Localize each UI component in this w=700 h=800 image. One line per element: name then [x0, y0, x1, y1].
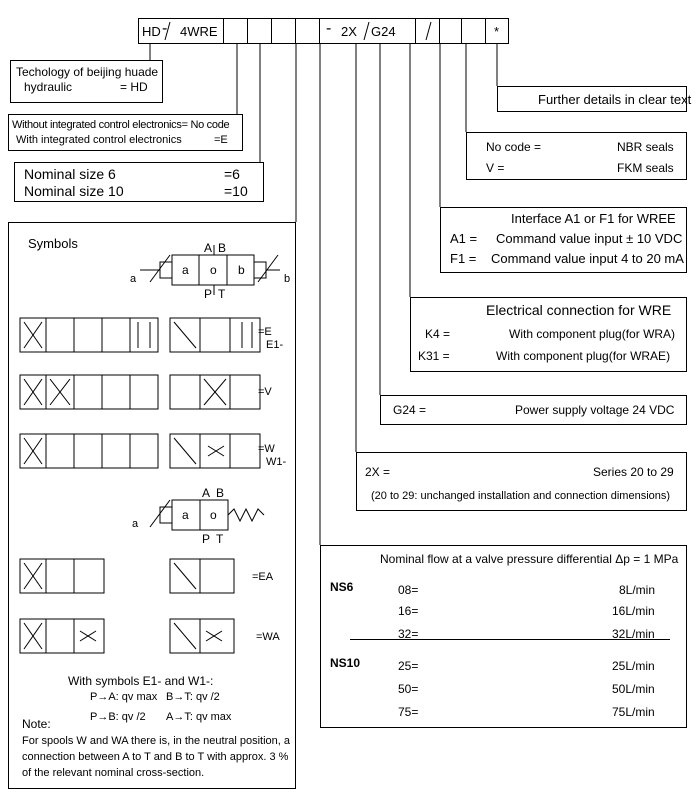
spool-label-e1: E1- — [266, 339, 284, 351]
manufacturer-line1: Techology of beijing huade — [16, 65, 159, 79]
seals-code-1: No code = — [486, 140, 542, 154]
spool-v-icon — [18, 373, 288, 413]
flow-value: 50L/min — [612, 682, 655, 696]
spool-label-e: =E — [258, 326, 272, 338]
spool-row-e — [18, 316, 288, 356]
spool-label-v: =V — [258, 386, 272, 398]
with-symbols-title: With symbols E1- and W1-: — [68, 674, 214, 688]
mid-port-b: B — [216, 486, 225, 500]
code-cell-voltage: G24 — [371, 24, 396, 39]
manufacturer-line2: hydraulic — [24, 80, 73, 94]
seals-code-2: V = — [486, 161, 505, 175]
electrical-title: Electrical connection for WRE — [486, 302, 672, 318]
symbols-title: Symbols — [28, 236, 78, 251]
spool-row-w — [18, 432, 288, 472]
flow-title: Nominal flow at a valve pressure differential Δp = 1 MPa — [380, 552, 679, 566]
mid-port-a: A — [202, 486, 211, 500]
cell-label-b: b — [238, 263, 245, 277]
flow-code: 32= — [398, 627, 419, 641]
spool-ea-icon — [18, 557, 288, 597]
code-separator-dash: ⁠- — [162, 20, 168, 37]
power-code: G24 = — [393, 403, 427, 417]
seals-desc-1: NBR seals — [617, 140, 674, 154]
port-label-a: A — [204, 241, 213, 255]
mid-port-p: P — [202, 532, 211, 546]
mid-cell-a: a — [182, 508, 189, 522]
series-box — [356, 452, 687, 511]
formula-2: B→T: qv /2 — [166, 691, 220, 703]
series-code: 2X = — [365, 465, 391, 479]
note-title: Note: — [22, 717, 51, 731]
interface-desc-1: Command value input ± 10 VDC — [496, 231, 683, 246]
code-separator-dash: - — [326, 20, 332, 37]
flow-value: 8L/min — [619, 583, 656, 597]
flow-code: 08= — [398, 583, 419, 597]
flow-value: 75L/min — [612, 705, 655, 719]
port-label-p: P — [204, 287, 213, 301]
spool-w-icon — [18, 432, 288, 472]
power-desc: Power supply voltage 24 VDC — [515, 403, 675, 417]
seals-desc-2: FKM seals — [617, 161, 674, 175]
series-desc: Series 20 to 29 — [593, 465, 674, 479]
flow-value: 16L/min — [612, 604, 655, 618]
flow-value: 25L/min — [612, 659, 655, 673]
flow-code: 16= — [398, 604, 419, 618]
note-line-3: of the relevant nominal cross-section. — [22, 767, 205, 779]
series-note: (20 to 29: unchanged installation and connection dimensions) — [371, 490, 671, 502]
interface-code-2: F1 = — [450, 251, 477, 266]
formula-4: A→T: qv max — [166, 711, 232, 723]
nominal-size-label-2: Nominal size 10 — [24, 183, 124, 199]
code-cell-type: 4WRE — [180, 24, 218, 39]
note-line-1: For spools W and WA there is, in the neutral position, a — [22, 735, 291, 747]
port-label-b: B — [218, 241, 227, 255]
spool-row-wa — [18, 617, 288, 657]
spool-label-wa: =WA — [256, 631, 280, 643]
note-line-2: connection between A to T and B to T with approx. 3 % — [22, 751, 289, 763]
code-cell-asterisk: * — [494, 24, 500, 39]
electrical-desc-1: With component plug(for WRA) — [509, 327, 676, 341]
spool-label-ea: =EA — [252, 571, 274, 583]
mid-port-t: T — [216, 532, 224, 546]
solenoid-label-b: b — [284, 273, 291, 285]
nominal-size-value-1: =6 — [224, 166, 240, 182]
electrical-code-1: K4 = — [425, 327, 451, 341]
electrical-desc-2: With component plug(for WRAE) — [496, 349, 671, 363]
port-label-t: T — [218, 287, 226, 301]
electronics-line2: With integrated control electronics — [16, 134, 182, 146]
flow-size-ns6: NS6 — [330, 580, 354, 594]
spool-row-v — [18, 373, 288, 413]
electrical-code-2: K31 = — [418, 349, 450, 363]
mid-cell-o: o — [210, 508, 217, 522]
spool-row-ea — [18, 557, 288, 597]
flow-value: 32L/min — [612, 627, 655, 641]
flow-code: 25= — [398, 659, 419, 673]
spool-wa-icon — [18, 617, 288, 657]
valve-symbol-single — [130, 485, 290, 545]
nominal-size-value-2: =10 — [224, 183, 248, 199]
flow-code: 50= — [398, 682, 419, 696]
manufacturer-value: = HD — [120, 80, 148, 94]
interface-code-1: A1 = — [450, 231, 478, 246]
interface-title: Interface A1 or F1 for WREE — [511, 211, 676, 226]
spool-label-w: =W — [258, 443, 275, 455]
spool-e-icon — [18, 316, 288, 356]
flow-code: 75= — [398, 705, 419, 719]
code-cell-hd: HD — [142, 24, 161, 39]
valve-symbol-main — [130, 240, 300, 300]
cell-label-a: a — [182, 263, 189, 277]
nominal-size-label-1: Nominal size 6 — [24, 166, 116, 182]
formula-1: P→A: qv max — [90, 691, 158, 703]
solenoid-label-a: a — [130, 273, 137, 285]
electronics-value: =E — [214, 134, 228, 146]
electronics-line1: Without integrated control electronics= No code — [12, 119, 230, 131]
further-details-text: Further details in clear text — [538, 92, 692, 107]
spool-label-w1: W1- — [266, 456, 287, 468]
code-cell-series: 2X — [341, 24, 357, 39]
cell-label-o: o — [210, 263, 217, 277]
flow-size-ns10: NS10 — [330, 656, 361, 670]
formula-3: P→B: qv /2 — [90, 711, 146, 723]
interface-desc-2: Command value input 4 to 20 mA — [491, 251, 684, 266]
mid-solenoid-a: a — [132, 518, 139, 530]
